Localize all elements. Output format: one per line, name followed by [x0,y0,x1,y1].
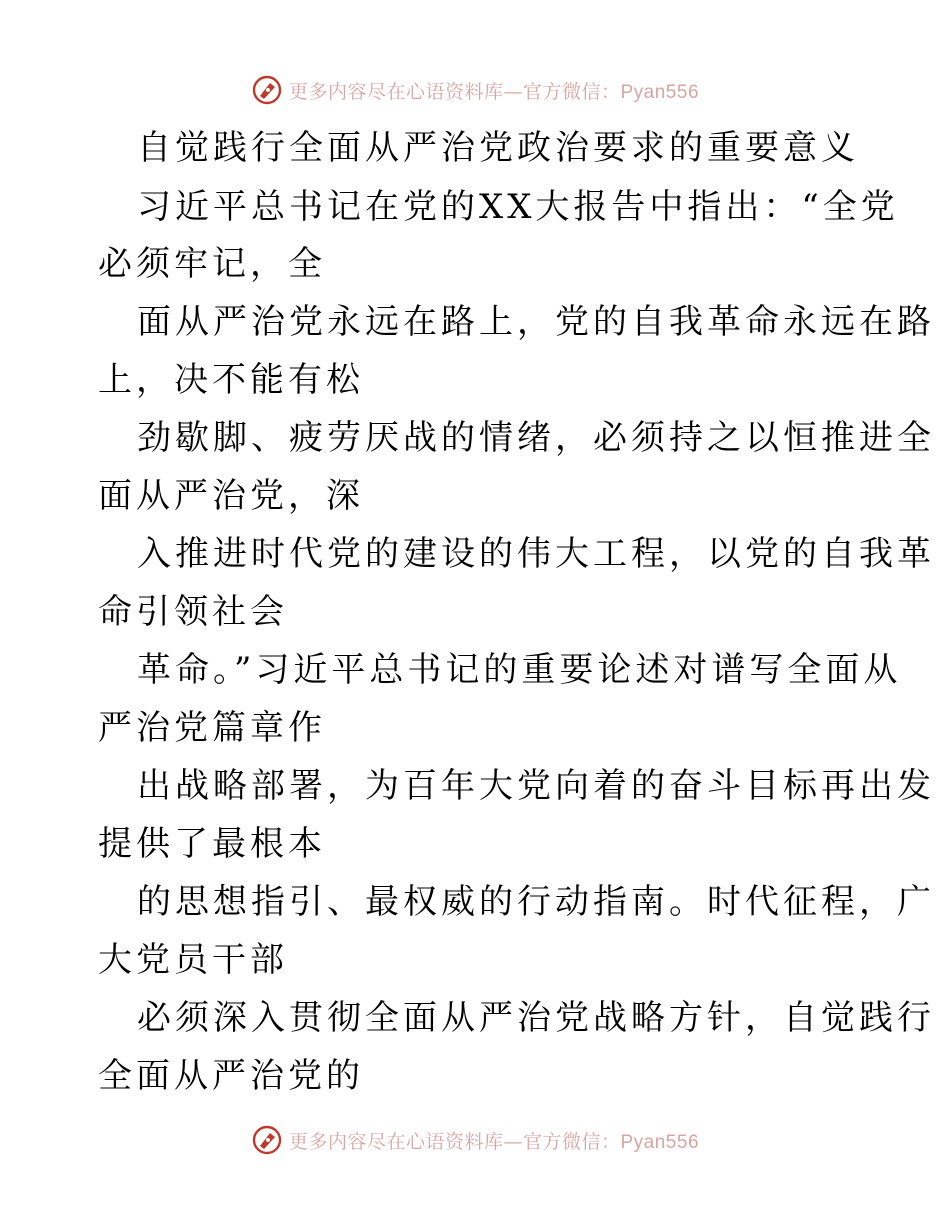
paragraph-line: 入推进时代党的建设的伟大工程，以党的自我革 [137,534,935,574]
header-watermark [0,70,950,110]
paragraph-line: 必须牢记，全 [98,244,326,284]
paragraph-line: 命引领社会 [98,592,288,632]
paragraph-line: 必须深入贯彻全面从严治党战略方针，自觉践行 [137,998,935,1038]
footer-watermark [0,1120,950,1160]
paragraph-line: 劲歇脚、疲劳厌战的情绪，必须持之以恒推进全 [137,418,935,458]
watermark-text [289,1127,699,1154]
watermark-label: 更多内容尽在心语资料库—官方微信： [288,80,621,103]
watermark-wechat-id: Pyan556 [620,81,700,103]
pen-nib-logo-icon [251,1124,283,1156]
paragraph-line: 面从严治党永远在路上，党的自我革命永远在路 [137,302,935,342]
pen-nib-logo-icon [251,74,283,106]
paragraph-line: 全面从严治党的 [98,1056,364,1096]
paragraph-line: 革命。”习近平总书记的重要论述对谱写全面从 [137,650,902,690]
paragraph-line: 提供了最根本 [98,824,326,864]
document-title: 自觉践行全面从严治党政治要求的重要意义 [137,128,859,168]
paragraph-line: 的思想指引、最权威的行动指南。时代征程，广 [137,882,935,922]
watermark-label: 更多内容尽在心语资料库—官方微信： [288,1130,621,1153]
paragraph-line: 出战略部署，为百年大党向着的奋斗目标再出发 [137,766,935,806]
watermark-wechat-id: Pyan556 [620,1131,700,1153]
paragraph-line: 大党员干部 [98,940,288,980]
paragraph-line: 面从严治党，深 [98,476,364,516]
paragraph-line: 上，决不能有松 [98,360,364,400]
watermark-text [289,77,699,104]
paragraph-line: 严治党篇章作 [98,708,326,748]
paragraph-line: 习近平总书记在党的XX大报告中指出：“全党 [137,187,899,227]
